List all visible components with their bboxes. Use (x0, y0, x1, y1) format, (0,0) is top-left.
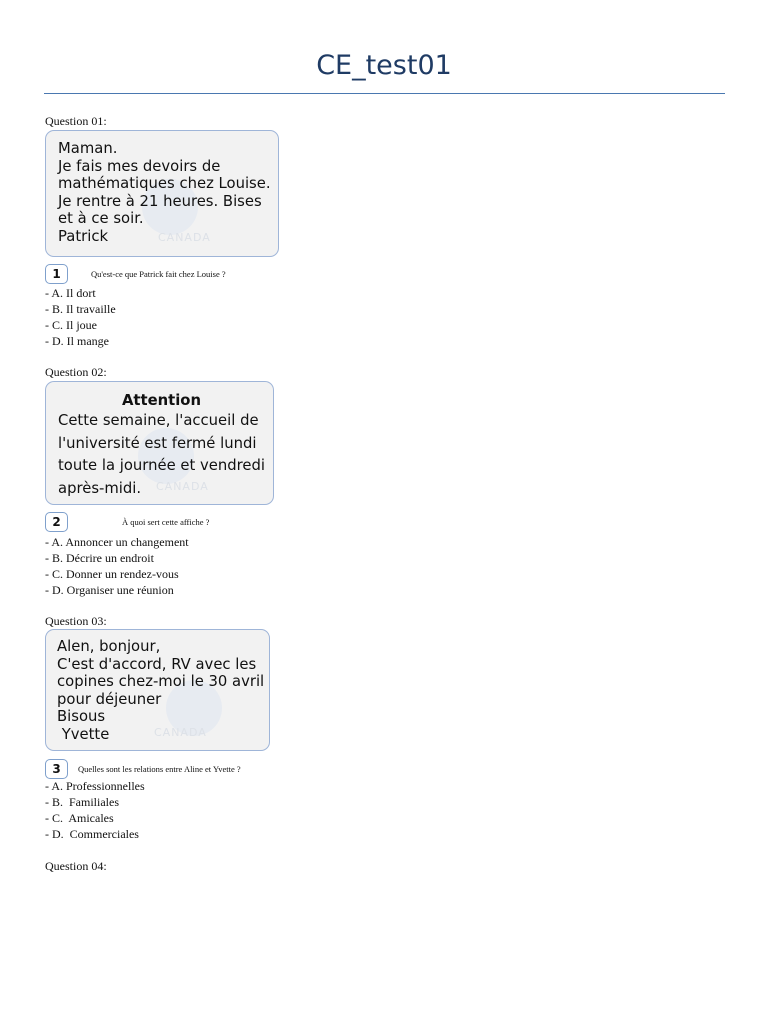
card-line: Je rentre à 21 heures. Bises (58, 192, 262, 210)
card-line: Bisous (57, 708, 106, 726)
answer-option[interactable]: - D. Organiser une réunion (45, 583, 174, 597)
answer-option[interactable]: - D. Il mange (45, 334, 109, 348)
answer-option[interactable]: - D. Commerciales (45, 827, 139, 841)
answer-option[interactable]: - B. Décrire un endroit (45, 551, 154, 565)
answer-option[interactable]: - C. Amicales (45, 811, 114, 825)
card-text (58, 140, 271, 246)
card-line: mathématiques chez Louise. (58, 175, 271, 193)
question-heading: Question 02: (45, 365, 107, 379)
question-number-badge: 2 (45, 512, 68, 532)
answer-option[interactable]: - A. Il dort (45, 286, 96, 300)
notice-header: Attention (121, 392, 201, 409)
question-heading: Question 01: (45, 114, 107, 128)
question-heading: Question 04: (45, 859, 107, 873)
card-line: toute la journée et vendredi (58, 457, 265, 474)
answer-option[interactable]: - A. Professionnelles (45, 779, 145, 793)
card-line: copines chez-moi le 30 avril (57, 673, 265, 691)
card-line: après-midi. (58, 479, 142, 497)
answer-option[interactable]: - B. Il travaille (45, 302, 116, 316)
question-prompt: À quoi sert cette affiche ? (122, 517, 210, 527)
card-line: Cette semaine, l'accueil de (58, 412, 259, 429)
watermark-text: CANADA (158, 231, 211, 244)
card-text (57, 638, 264, 744)
watermark-text: CANADA (156, 480, 209, 493)
question-number-badge: 1 (45, 264, 68, 284)
answer-option[interactable]: - A. Annoncer un changement (45, 535, 189, 549)
document-title: CE_test01 (316, 50, 452, 81)
message-card (45, 130, 279, 257)
card-line: C'est d'accord, RV avec les (57, 655, 257, 673)
question-number-badge: 3 (45, 759, 68, 779)
card-text (58, 391, 265, 500)
card-line: Alen, bonjour, (57, 638, 161, 655)
question-prompt: Quelles sont les relations entre Aline et Yvette ? (78, 764, 241, 774)
message-card (45, 629, 270, 751)
answer-option[interactable]: - B. Familiales (45, 795, 119, 809)
card-line: Patrick (58, 227, 109, 245)
answer-options (45, 534, 189, 598)
card-line: l'université est fermé lundi (58, 434, 257, 452)
card-line: Je fais mes devoirs de (58, 157, 221, 175)
answer-option[interactable]: - C. Donner un rendez-vous (45, 567, 179, 581)
card-line: Yvette (57, 725, 110, 743)
title-divider (44, 93, 725, 94)
notice-card (45, 381, 274, 505)
watermark-text: CANADA (154, 726, 207, 739)
question-heading: Question 03: (45, 614, 107, 628)
card-line: pour déjeuner (57, 690, 162, 708)
answer-options (45, 285, 116, 349)
question-prompt: Qu'est-ce que Patrick fait chez Louise ? (91, 269, 226, 279)
answer-options (45, 778, 145, 842)
answer-option[interactable]: - C. Il joue (45, 318, 97, 332)
card-line: et à ce soir. (58, 210, 144, 228)
card-line: Maman. (58, 140, 118, 157)
